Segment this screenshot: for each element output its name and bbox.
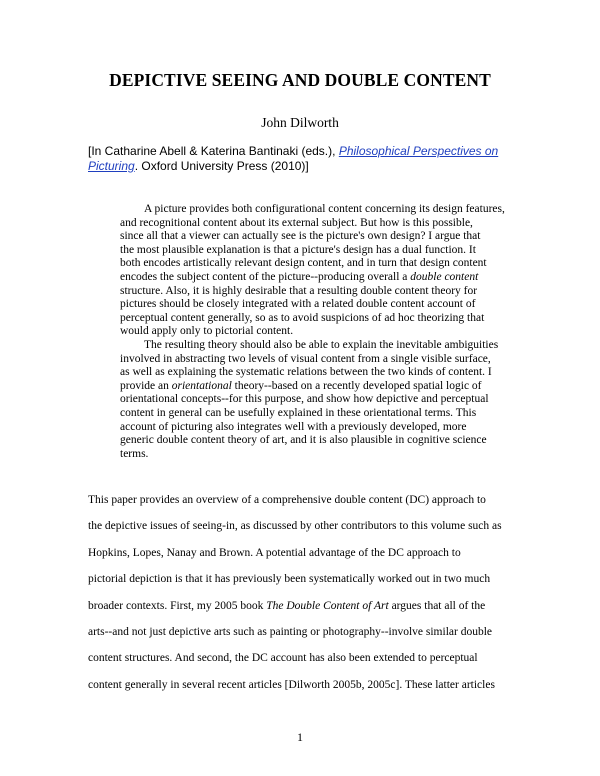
abstract-line: both encodes artistically relevant design content, and in turn that design content [120, 257, 487, 270]
body-line: broader contexts. First, my 2005 book The Double Content of Art argues that all of the [88, 599, 486, 612]
abstract-line: would apply only to pictorial content. [120, 325, 294, 338]
abstract-line: and recognitional content about its external subject. But how is this possible, [120, 216, 473, 229]
abstract-line: the most plausible explanation is that a picture's design has a dual function. It [120, 243, 476, 256]
body-line: Hopkins, Lopes, Nanay and Brown. A potential advantage of the DC approach to [88, 546, 461, 559]
abstract-line: account of picturing also integrates well with a previously developed, more [120, 420, 467, 433]
book-title-link[interactable]: Philosophical Perspectives on Picturing [88, 144, 499, 173]
body-line: content structures. And second, the DC account has also been extended to perceptual [88, 652, 478, 665]
abstract [120, 203, 512, 461]
page-number: 1 [297, 730, 303, 744]
body-line: content generally in several recent articles [Dilworth 2005b, 2005c]. These latter articles [88, 678, 495, 691]
body-line: pictorial depiction is that it has previously been systematically worked out in two much [88, 573, 491, 586]
italic-double-content: double content [410, 270, 479, 283]
abstract-line: A picture provides both configurational content concerning its design features, [144, 203, 505, 215]
abstract-line: perceptual content generally, so as to avoid suspicions of ad hoc theorizing that [120, 311, 485, 324]
citation-suffix: . Oxford University Press (2010)] [134, 159, 309, 173]
citation-prefix: [In Catharine Abell & Katerina Bantinaki (eds.), [88, 144, 339, 158]
italic-orientational: orientational [171, 379, 232, 392]
paper-title: DEPICTIVE SEEING AND DOUBLE CONTENT [109, 70, 491, 90]
abstract-line: involved in abstracting two levels of visual content from a single visible surface, [120, 352, 491, 365]
italic-book-title: The Double Content of Art [266, 599, 389, 612]
abstract-line: provide an orientational theory--based on a recently developed spatial logic of [120, 379, 482, 392]
abstract-line: generic double content theory of art, and it is also plausible in cognitive science [120, 434, 487, 447]
body-text [88, 493, 528, 704]
abstract-line: The resulting theory should also be able to explain the inevitable ambiguities [144, 338, 499, 351]
body-line: This paper provides an overview of a comprehensive double content (DC) approach to [88, 494, 486, 506]
abstract-line: orientational concepts--for this purpose, and show how depictive and perceptual [120, 393, 489, 406]
abstract-line: terms. [120, 447, 149, 460]
abstract-line: as well as explaining the systematic relations between the two kinds of content. I [120, 366, 492, 379]
paper-author: John Dilworth [261, 115, 339, 130]
abstract-line: structure. Also, it is highly desirable that a resulting double content theory for [120, 284, 478, 297]
body-line: the depictive issues of seeing-in, as discussed by other contributors to this volume such as [88, 520, 502, 533]
citation [88, 144, 528, 174]
abstract-line: content in general can be usefully explained in these orientational terms. This [120, 406, 477, 419]
abstract-line: pictures should be closely integrated with a related double content account of [120, 298, 476, 311]
body-line: arts--and not just depictive arts such as painting or photography--involve similar double [88, 625, 493, 638]
abstract-line: encodes the subject content of the picture--producing overall a double content [120, 270, 479, 283]
abstract-line: since all that a viewer can actually see is the picture's own design? I argue that [120, 230, 481, 243]
